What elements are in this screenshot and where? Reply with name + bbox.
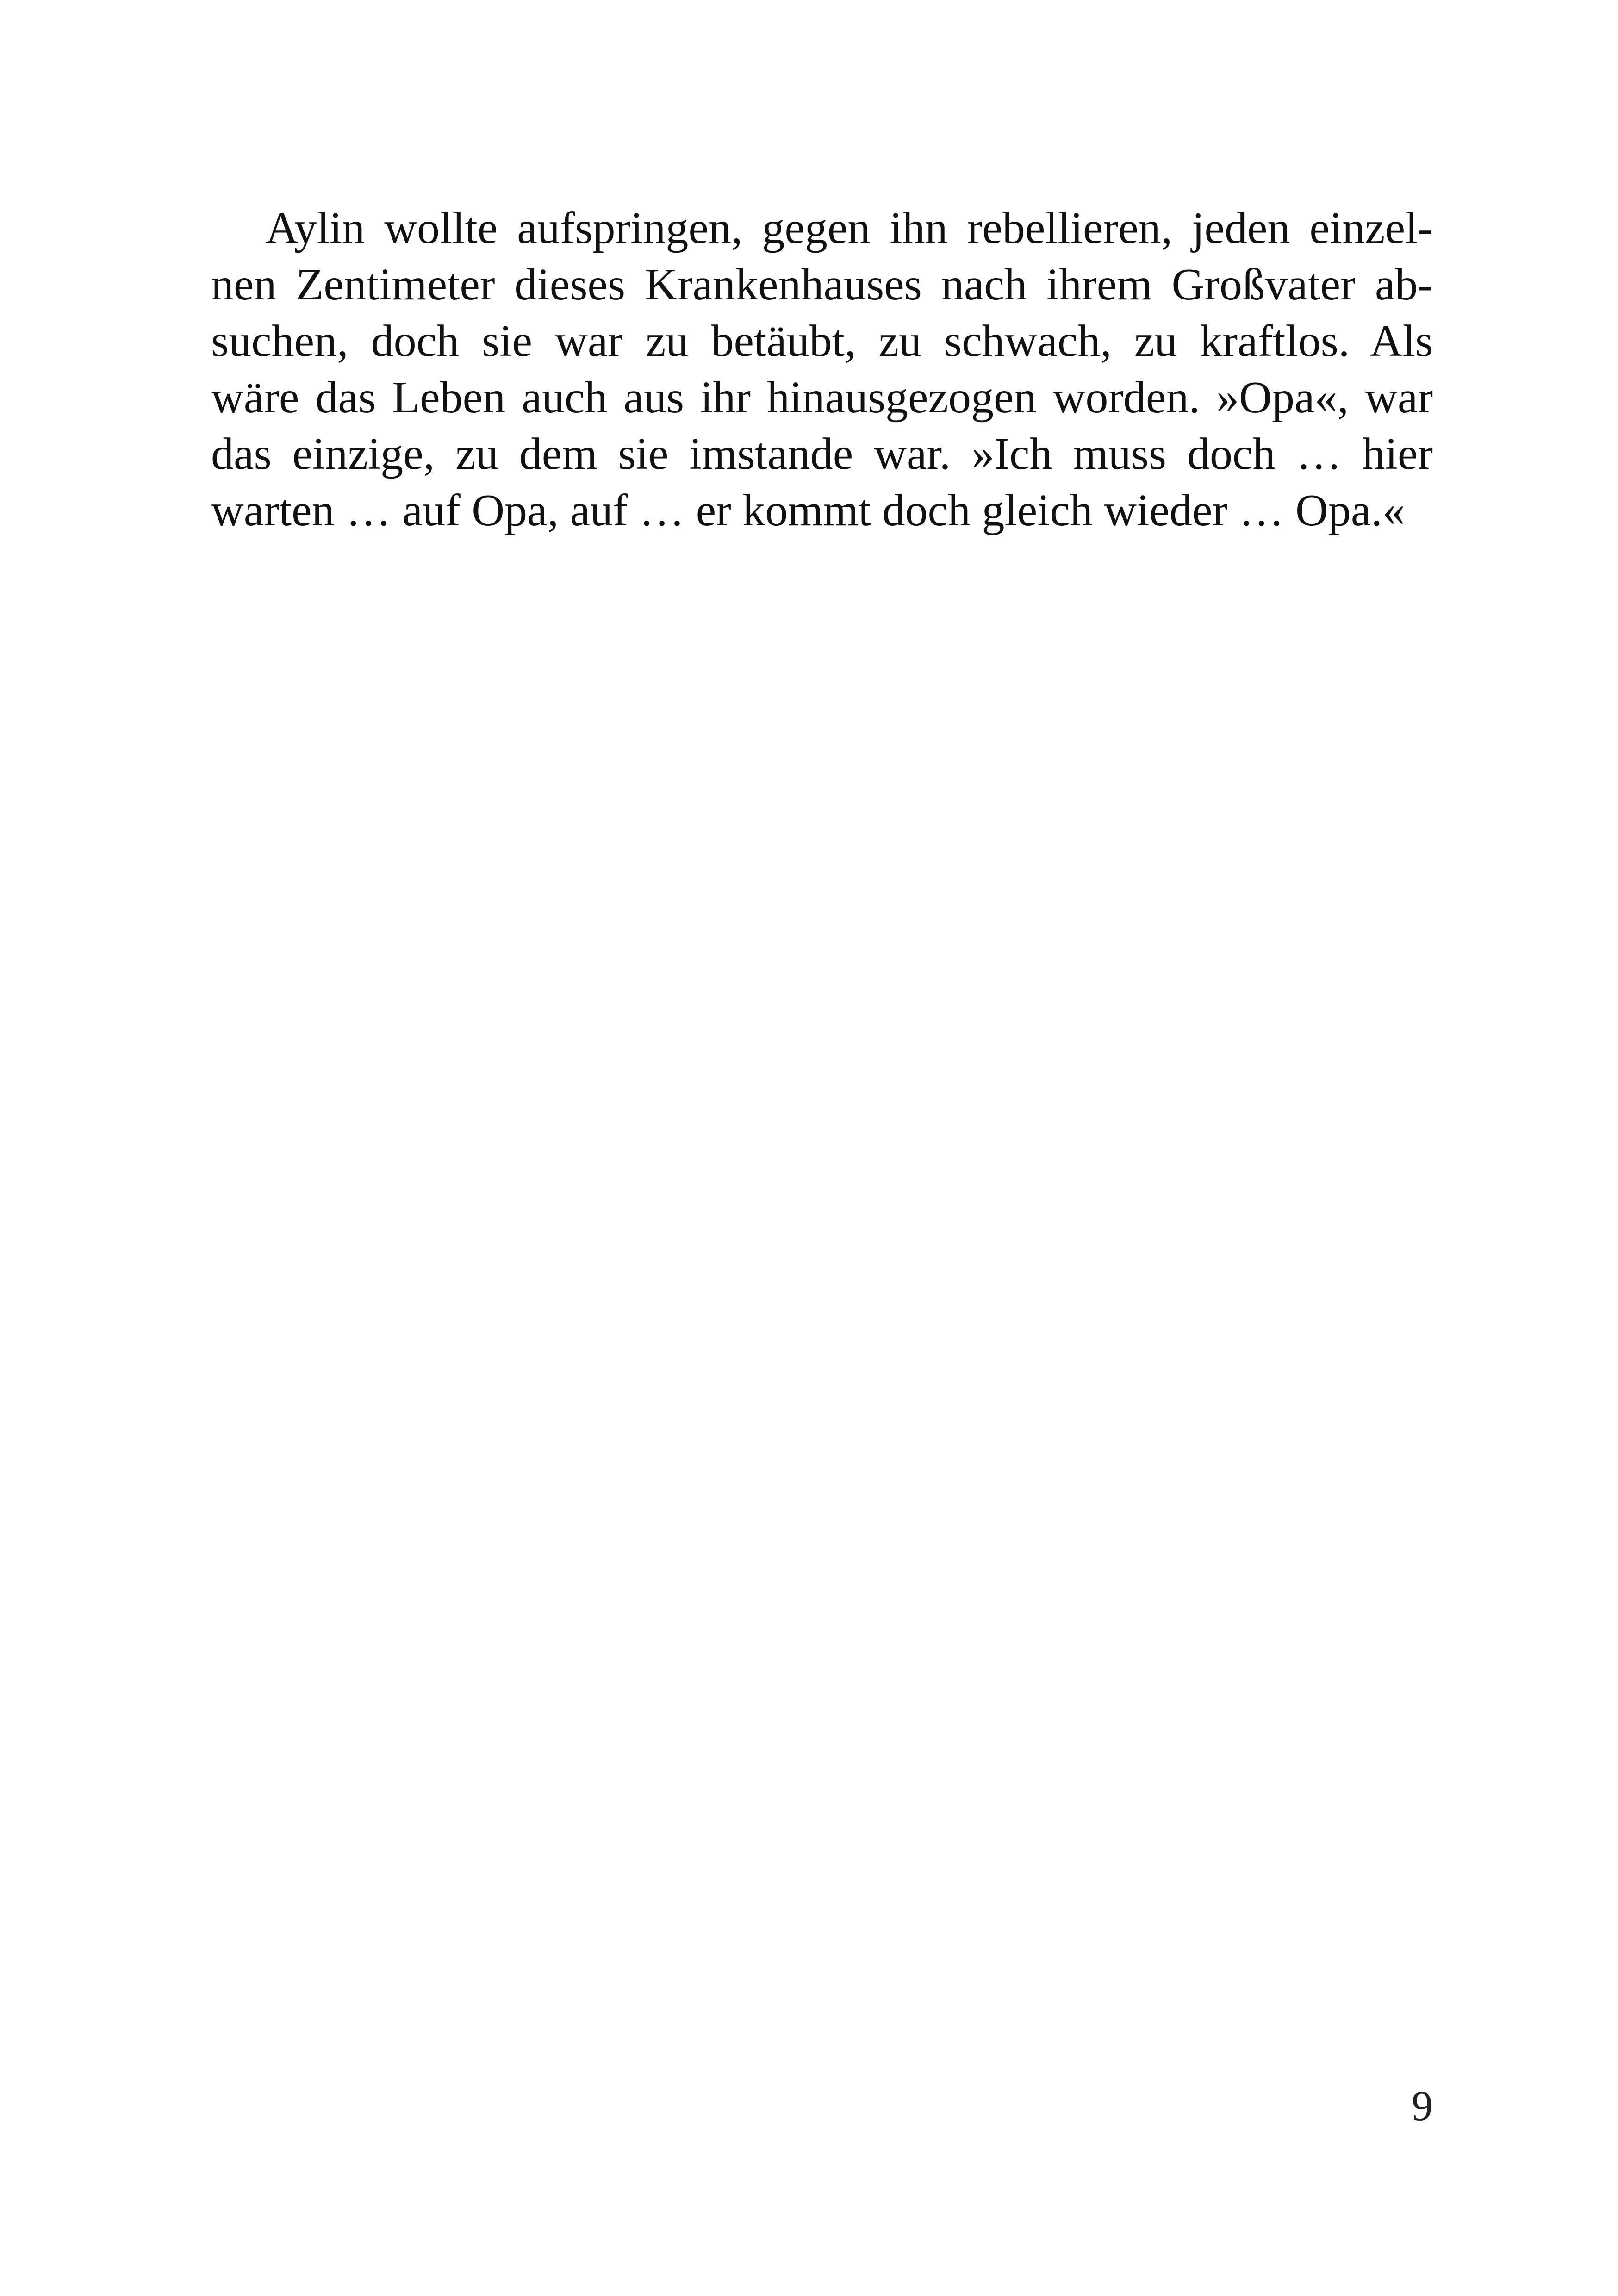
paragraph-line: suchen, doch sie war zu betäubt, zu schwach, zu kraftlos. Als <box>211 316 1433 366</box>
page-number: 9 <box>1412 2082 1433 2129</box>
paragraph-line: warten … auf Opa, auf … er kommt doch gleich wieder … Opa.« <box>211 485 1405 535</box>
paragraph-line: nen Zentimeter dieses Krankenhauses nach ihrem Großvater ab- <box>211 260 1433 310</box>
paragraph-line: Aylin wollte aufspringen, gegen ihn rebellieren, jeden einzel- <box>266 203 1433 253</box>
paragraph-line: das einzige, zu dem sie imstande war. »Ich muss doch … hier <box>211 429 1433 479</box>
body-paragraph <box>211 200 1433 539</box>
paragraph-line: wäre das Leben auch aus ihr hinausgezogen worden. »Opa«, war <box>211 373 1433 423</box>
